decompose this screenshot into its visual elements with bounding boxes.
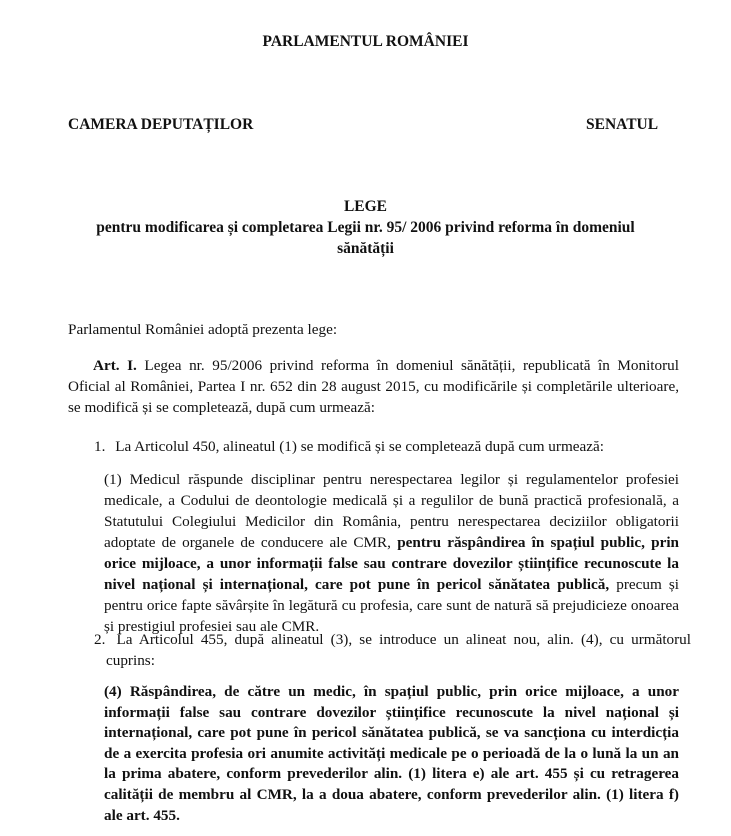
- article-1-paragraph: [68, 355, 679, 418]
- preamble-text: Parlamentul României adoptă prezenta lege:: [68, 321, 338, 338]
- senate-label: SENATUL: [586, 116, 659, 133]
- amendment-text-part2: precum și pentru orice fapte săvârșite în legătură cu profesia, care sunt de natură să prejudicieze onoarea și prestigiul profesiei sau ale CMR.: [104, 576, 679, 635]
- list-item-2-number: 2.: [94, 631, 106, 648]
- article-1-text: Legea nr. 95/2006 privind reforma în domeniul sănătății, republicată în Monitorul Oficial al României, Partea I nr. 652 din 28 august 2015, cu modificările și completările ulterioare, se modifică și se completează, după cum urmează:: [68, 357, 679, 416]
- law-type-heading: LEGE: [343, 198, 388, 215]
- list-item-2-intro: La Articolul 455, după alineatul (3), se introduce un alineat nou, alin. (4), cu următorul cuprins:: [106, 631, 691, 669]
- law-subtitle-line2: sănătății: [337, 240, 394, 257]
- article-455-paragraph-4: (4) Răspândirea, de către un medic, în spațiul public, prin orice mijloace, a unor informații false sau contrare dovezilor științifice recunoscute la nivel național și internațional, care pot pune în pericol sănătatea publică, se va sancționa cu interdicția de a exercita profesia ori anumite activități medicale pe o perioadă de la o lună la un an la prima abatere, conform prevederilor alin. (1) litera e) ale art. 455 și cu retragerea calității de membru al CMR, la a doua abatere, conform prevederilor alin. (1) litera f) ale art. 455.: [104, 683, 679, 824]
- list-item-1-number: 1.: [94, 438, 106, 455]
- article-450-paragraph-1: [104, 469, 679, 637]
- chamber-deputies-label: CAMERA DEPUTAȚILOR: [68, 116, 254, 133]
- amendment-text-part1: (1) Medicul răspunde disciplinar pentru nerespectarea legilor și regulamentelor profesiei medicale, a Codului de deontologie medicală și a regulilor de bună practică profesională, a Statutului Colegiului Medicilor din România, pentru nerespectarea deciziilor obligatorii adoptate de organele de conducere ale CMR,: [104, 471, 679, 551]
- list-item-1-intro: La Articolul 450, alineatul (1) se modifică și se completează după cum urmează:: [115, 438, 604, 455]
- parliament-title: PARLAMENTUL ROMÂNIEI: [262, 33, 469, 50]
- list-item-1: [94, 438, 604, 456]
- list-item-2: [94, 629, 691, 671]
- article-1-label: Art. I.: [93, 357, 137, 374]
- amendment-text-bold: pentru răspândirea în spațiul public, prin orice mijloace, a unor informații false sau contrare dovezilor științifice recunoscute la nivel național și internațional, care pot pune în pericol sănătatea publică,: [104, 534, 679, 593]
- law-subtitle-line1: pentru modificarea și completarea Legii nr. 95/ 2006 privind reforma în domeniul: [96, 219, 635, 236]
